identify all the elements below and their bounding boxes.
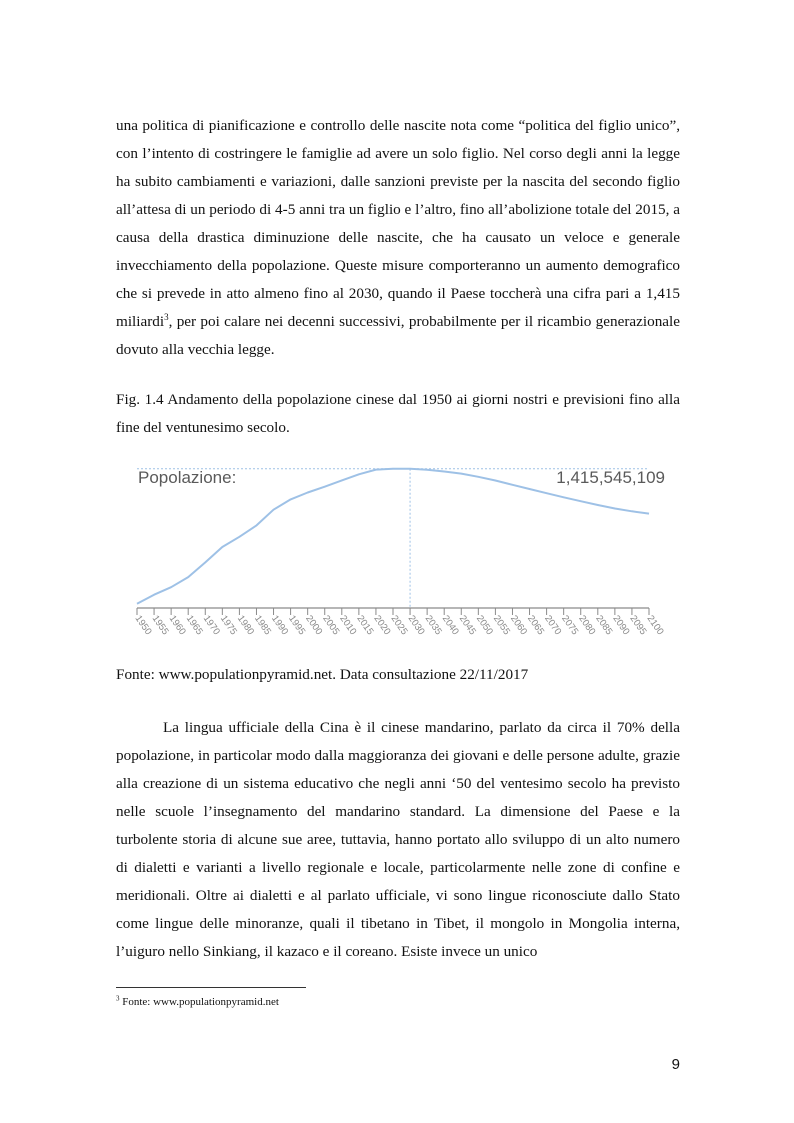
x-tick-label: 2095 <box>627 613 649 638</box>
data-point <box>426 469 428 471</box>
figure-caption: Fig. 1.4 Andamento della popolazione cinese dal 1950 ai giorni nostri e previsioni fino alla fine del ventunesimo secolo. <box>116 391 680 436</box>
data-point <box>392 468 394 470</box>
x-tick-label: 2015 <box>354 613 376 638</box>
population-line-chart <box>128 456 674 648</box>
footnote-text: Fonte: www.populationpyramid.net <box>119 996 279 1008</box>
x-tick-label: 2040 <box>439 613 461 638</box>
paragraph-1-text-after: , per poi calare nei decenni successivi, probabilmente per il ricambio generazionale dovuto alla vecchia legge. <box>116 313 680 358</box>
data-point <box>631 510 633 512</box>
data-point <box>136 603 138 605</box>
x-tick-label: 2080 <box>576 613 598 638</box>
footnote-reference[interactable]: 3 <box>164 311 169 322</box>
x-tick-label: 2000 <box>303 613 325 638</box>
x-tick-label: 2030 <box>405 613 427 638</box>
data-point <box>204 561 206 563</box>
data-point <box>187 576 189 578</box>
data-point <box>529 488 531 490</box>
x-tick-label: 1975 <box>217 613 240 638</box>
data-point <box>460 473 462 475</box>
x-tick-label: 2060 <box>508 613 530 638</box>
figure-source: Fonte: www.populationpyramid.net. Data consultazione 22/11/2017 <box>116 666 529 683</box>
x-tick-label: 1995 <box>286 613 308 638</box>
data-point <box>511 484 513 486</box>
footnote-number: 3 <box>116 994 120 1003</box>
x-tick-label: 2005 <box>320 613 342 638</box>
x-tick-label: 1980 <box>234 613 257 638</box>
x-tick-label: 2010 <box>337 613 359 638</box>
chart-highlight-value: 1,415,545,109 <box>556 468 665 487</box>
x-tick-label: 2065 <box>525 613 547 638</box>
x-tick-label: 2020 <box>371 613 393 638</box>
x-tick-label: 1970 <box>200 613 222 638</box>
data-point <box>255 524 257 526</box>
x-tick-label: 2085 <box>593 613 615 638</box>
data-point <box>358 473 360 475</box>
body-paragraph-1 <box>116 112 680 364</box>
data-point <box>563 496 565 498</box>
data-point <box>341 479 343 481</box>
data-point <box>170 586 172 588</box>
x-tick-label: 2035 <box>422 613 444 638</box>
x-tick-label: 1960 <box>166 613 188 638</box>
x-tick-label: 1985 <box>252 613 274 638</box>
x-tick-label: 2070 <box>542 613 564 638</box>
page-number: 9 <box>671 1056 680 1073</box>
data-point <box>546 492 548 494</box>
data-point <box>221 546 223 548</box>
x-tick-label: 2045 <box>456 613 478 638</box>
x-tick-label: 2090 <box>610 613 632 638</box>
x-tick-label: 1965 <box>183 613 205 638</box>
data-point <box>614 507 616 509</box>
data-point <box>648 513 650 515</box>
data-point <box>477 476 479 478</box>
data-point <box>375 469 377 471</box>
data-point <box>597 504 599 506</box>
x-tick-label: 2100 <box>644 613 666 638</box>
data-point <box>580 500 582 502</box>
population-series-line <box>137 469 649 604</box>
data-point <box>307 491 309 493</box>
data-point <box>273 509 275 511</box>
data-point <box>238 536 240 538</box>
body-paragraph-2: La lingua ufficiale della Cina è il cinese mandarino, parlato da circa il 70% della popolazione, in particolar modo dalla maggioranza dei giovani e delle persone adulte, grazie alla creazione di un sistema educativo che negli anni ‘50 del ventesimo secolo ha previsto nelle scuole l’insegnamento del mandarino standard. La dimensione del Paese e la turbolente storia di alcune sue aree, tuttavia, hanno portato allo sviluppo di un alto numero di dialetti e varianti a livello regionale e locale, particolarmente nelle zone di confine e meridionali. Oltre ai dialetti e al parlato ufficiale, vi sono lingue riconosciute dallo Stato come lingue delle minoranze, quali il tibetano in Tibet, il mongolo in Mongolia interna, l’uiguro nello Sinkiang, il kazaco e il coreano. Esiste invece un unico <box>116 719 680 960</box>
x-tick-label: 1955 <box>149 613 171 638</box>
footnote-separator <box>116 987 306 988</box>
x-tick-label: 2075 <box>559 613 581 638</box>
data-point <box>290 498 292 500</box>
x-tick-label: 1950 <box>132 613 154 638</box>
x-tick-label: 1990 <box>269 613 291 638</box>
x-tick-label: 2055 <box>490 613 513 638</box>
data-point <box>494 480 496 482</box>
plot-area <box>133 468 666 637</box>
paragraph-1-text: una politica di pianificazione e controllo delle nascite nota come “politica del figlio unico”, con l’intento di costringere le famiglie ad avere un solo figlio. Nel corso degli anni la legge ha subito cambiamenti e variazioni, dalle sanzioni previste per la nascita del secondo figlio all’attesa di un periodo di 4-5 anni tra un figlio e l’altro, fino all’abolizione totale del 2015, a causa della drastica diminuzione delle nascite, che ha causato un veloce e generale invecchiamento della popolazione. Queste misure comporteranno un aumento demografico che si prevede in atto almeno fino al 2030, quando il Paese toccherà una cifra pari a 1,415 miliardi <box>116 117 680 330</box>
data-point <box>324 486 326 488</box>
x-tick-label: 2025 <box>388 613 410 638</box>
x-tick-label: 2050 <box>473 613 496 638</box>
data-point <box>443 470 445 472</box>
data-point <box>409 468 411 470</box>
footnote <box>116 995 279 1009</box>
data-point <box>153 594 155 596</box>
chart-title: Popolazione: <box>138 468 237 487</box>
